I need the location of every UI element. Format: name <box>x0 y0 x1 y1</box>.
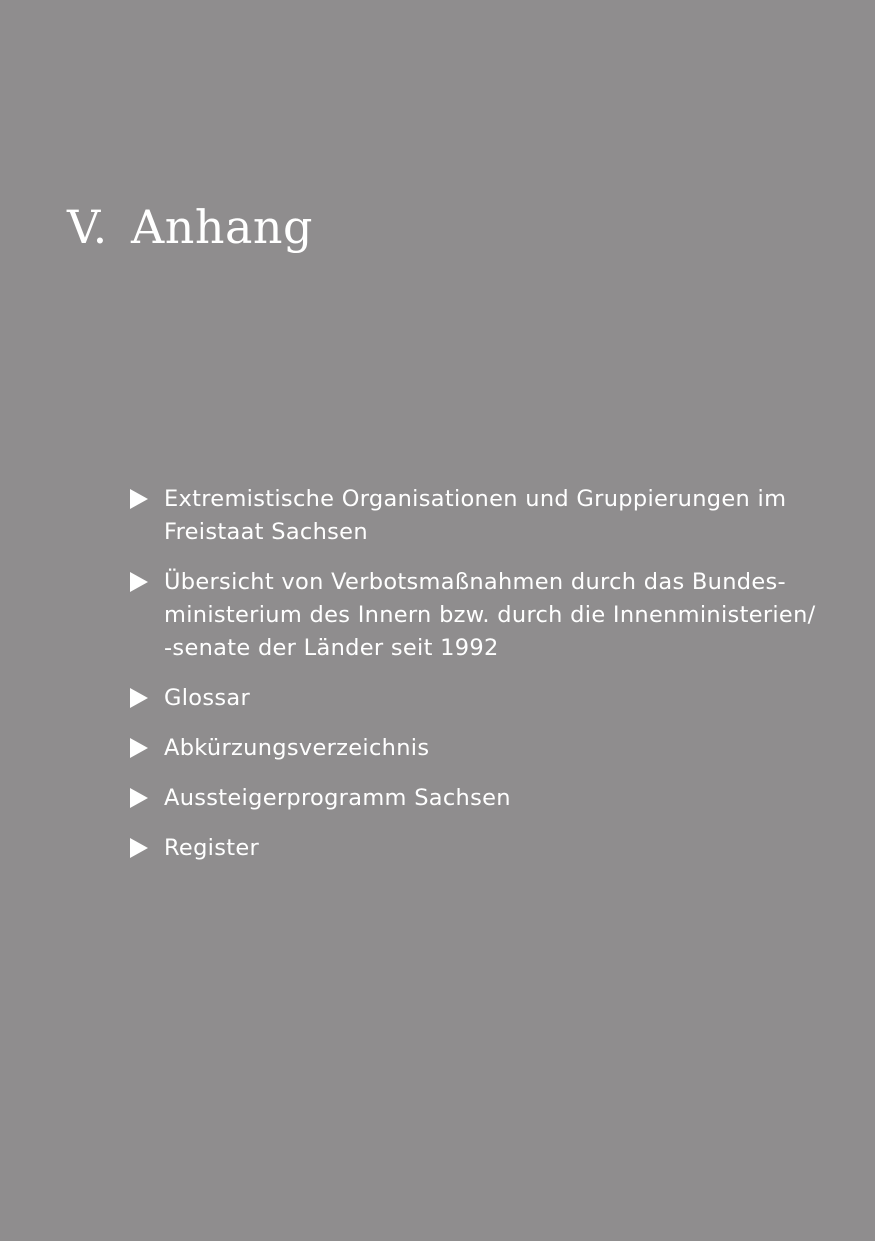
toc-item-organisationen[interactable] <box>130 483 830 549</box>
triangle-right-icon <box>130 838 148 858</box>
toc-item-register[interactable] <box>130 832 830 865</box>
toc-item-glossar[interactable] <box>130 682 830 715</box>
toc-item-line: Extremistische Organisationen und Gruppierungen im <box>164 486 787 512</box>
chapter-name: Anhang <box>131 199 313 254</box>
toc-item-line: -senate der Länder seit 1992 <box>164 635 499 661</box>
toc-item-aussteigerprogramm[interactable] <box>130 782 830 815</box>
triangle-right-icon <box>130 572 148 592</box>
triangle-right-icon <box>130 489 148 509</box>
toc-item-line: ministerium des Innern bzw. durch die Innenministerien/ <box>164 602 816 628</box>
chapter-number: V. <box>67 199 108 254</box>
toc-item-line: Übersicht von Verbotsmaßnahmen durch das Bundes- <box>164 569 786 595</box>
triangle-right-icon <box>130 788 148 808</box>
toc-item-line: Glossar <box>164 685 251 711</box>
triangle-right-icon <box>130 738 148 758</box>
chapter-title <box>67 197 313 257</box>
toc-item-line: Abkürzungsverzeichnis <box>164 735 430 761</box>
toc-item-line: Register <box>164 835 260 861</box>
toc-item-line: Aussteigerprogramm Sachsen <box>164 785 511 811</box>
toc-item-abkuerzungsverzeichnis[interactable] <box>130 732 830 765</box>
toc-item-verbotsmassnahmen[interactable] <box>130 566 830 665</box>
toc-item-line: Freistaat Sachsen <box>164 519 368 545</box>
triangle-right-icon <box>130 688 148 708</box>
table-of-contents <box>130 483 830 882</box>
